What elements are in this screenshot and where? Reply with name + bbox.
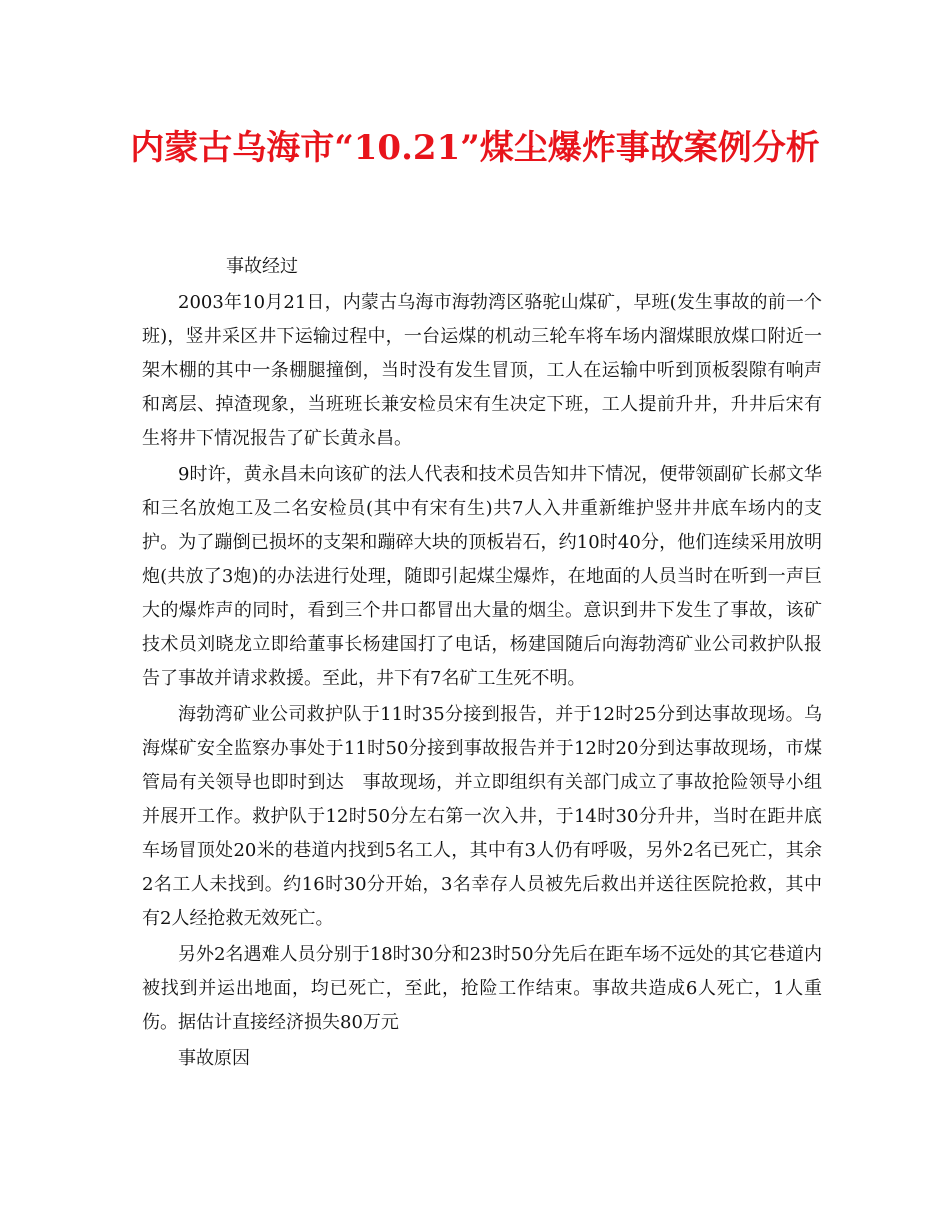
paragraph-2: 9时许，黄永昌未向该矿的法人代表和技术员告知井下情况，便带领副矿长郝文华和三名放炮工及二名安检员(其中有宋有生)共7人入井重新维护竖井井底车场内的支护。为了蹦倒已损坏的支架和蹦碎大块的顶板岩石，约10时40分，他们连续采用放明炮(共放了3炮)的办法进行处理，随即引起煤尘爆炸，在地面的人员当时在听到一声巨大的爆炸声的同时，看到三个井口都冒出大量的烟尘。意识到井下发生了事故，该矿技术员刘晓龙立即给董事长杨建国打了电话，杨建国随后向海勃湾矿业公司救护队报告了事故并请求救援。至此，井下有7名矿工生死不明。 <box>142 464 822 689</box>
paragraph-4: 另外2名遇难人员分别于18时30分和23时50分先后在距车场不远处的其它巷道内被找到并运出地面，均已死亡，至此，抢险工作结束。事故共造成6人死亡，1人重伤。据估计直接经济损失80万元 <box>142 944 822 1033</box>
document-body <box>142 250 822 1078</box>
paragraph-3: 海勃湾矿业公司救护队于11时35分接到报告，并于12时25分到达事故现场。乌海煤矿安全监察办事处于11时50分接到事故报告并于12时20分到达事故现场，市煤管局有关领导也即时到达 事故现场，并立即组织有关部门成立了事故抢险领导小组并展开工作。救护队于12时50分左右第一次入井，于14时30分升井，当时在距井底车场冒顶处20米的巷道内找到5名工人，其中有3人仍有呼吸，另外2名已死亡，其余2名工人未找到。约16时30分开始，3名幸存人员被先后救出并送往医院抢救，其中有2人经抢救无效死亡。 <box>142 704 822 929</box>
document-title: 内蒙古乌海市“10.21”煤尘爆炸事故案例分析 <box>130 128 820 168</box>
paragraph-1: 2003年10月21日，内蒙古乌海市海勃湾区骆驼山煤矿，早班(发生事故的前一个班)，竖井采区井下运输过程中，一台运煤的机动三轮车将车场内溜煤眼放煤口附近一架木棚的其中一条棚腿撞倒，当时没有发生冒顶，工人在运输中听到顶板裂隙有响声和离层、掉渣现象，当班班长兼安检员宋有生决定下班，工人提前升井，升井后宋有生将井下情况报告了矿长黄永昌。 <box>142 292 822 449</box>
section-heading-accident-cause: 事故原因 <box>178 1048 250 1069</box>
section-heading-accident-process: 事故经过 <box>226 256 298 277</box>
